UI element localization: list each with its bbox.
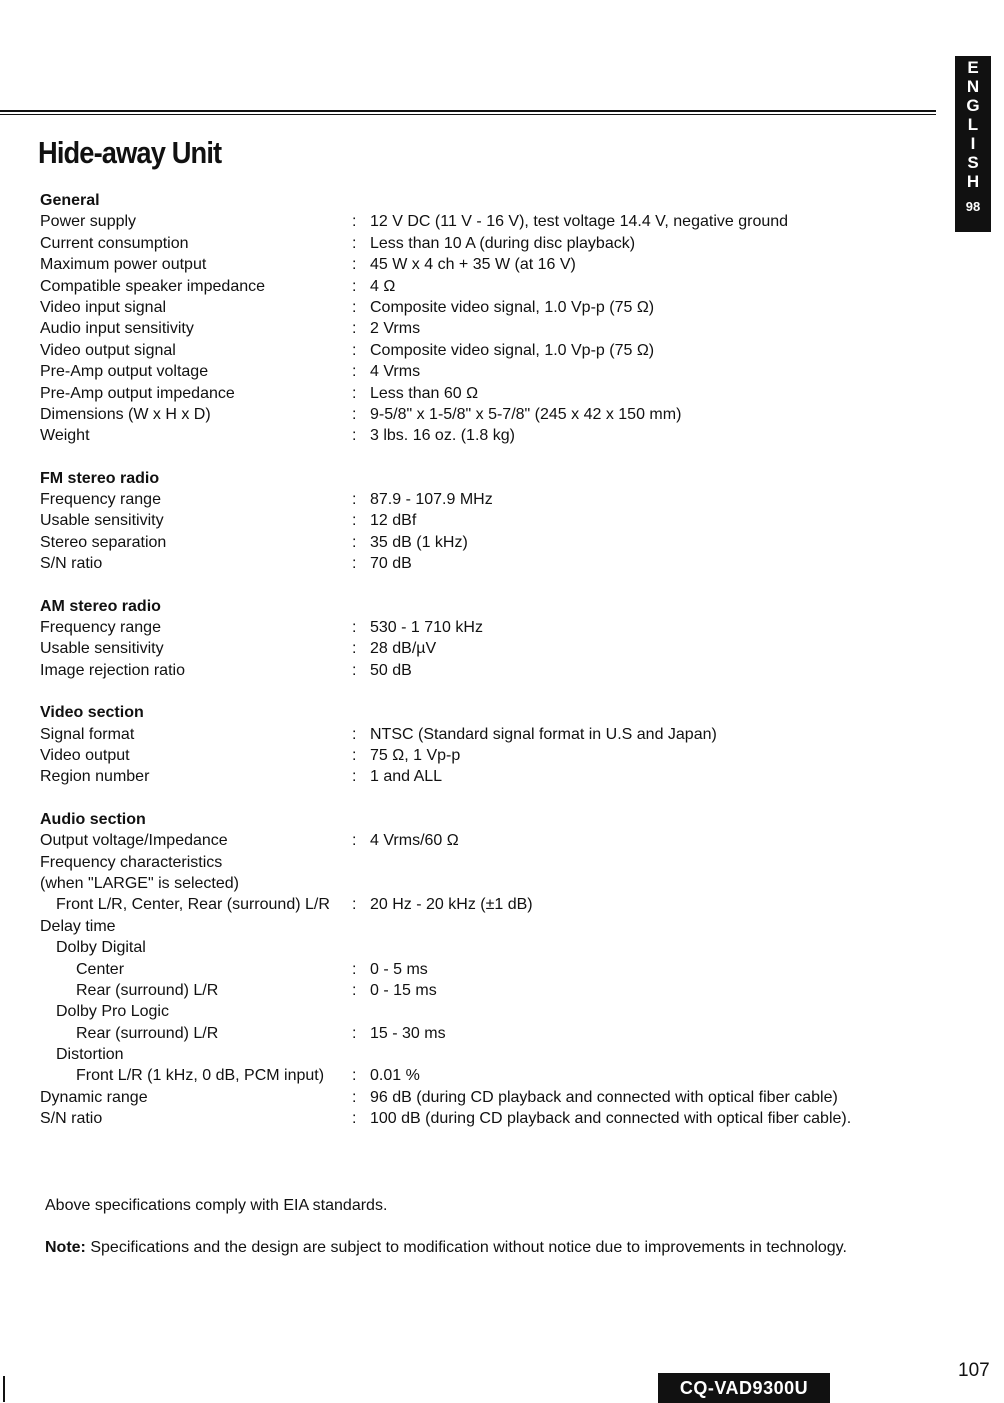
section-title: General [40, 192, 100, 209]
spec-value: 15 - 30 ms [370, 1024, 446, 1042]
spec-value: 530 - 1 710 kHz [370, 619, 483, 637]
language-tab-letter: G [966, 96, 980, 115]
spec-label: Weight [40, 427, 90, 445]
section-title: Video section [40, 704, 144, 722]
spec-row [40, 404, 920, 425]
spec-row [40, 297, 920, 318]
language-tab-letter: N [966, 77, 980, 96]
spec-label: Dynamic range [40, 1088, 148, 1106]
spec-row [40, 340, 920, 361]
spec-separator: : [352, 768, 357, 786]
spec-separator: : [352, 640, 357, 658]
spec-value: 28 dB/µV [370, 640, 437, 658]
spec-row [40, 638, 920, 659]
spec-row [40, 745, 920, 766]
spec-value: 45 W x 4 ch + 35 W (at 16 V) [370, 256, 576, 274]
spec-separator: : [352, 320, 357, 338]
spec-row [40, 894, 920, 915]
spec-label: (when "LARGE" is selected) [40, 874, 239, 892]
spec-value [370, 873, 920, 894]
spec-value [370, 1001, 920, 1022]
note-text: Specifications and the design are subject to modification without notice due to improvements in technology. [90, 1239, 847, 1256]
spec-row [40, 489, 920, 510]
spec-label: Frequency range [40, 619, 161, 637]
spec-row [40, 959, 920, 980]
spec-label: Usable sensitivity [40, 512, 164, 530]
spec-value: 4 Vrms [370, 363, 421, 381]
spec-row [40, 1044, 920, 1065]
spec-row [40, 980, 920, 1001]
specifications-list [40, 190, 920, 1151]
language-tab-letter: I [970, 134, 976, 153]
spec-label: Video output [40, 746, 130, 764]
spec-separator: : [352, 981, 357, 999]
spec-separator: : [352, 384, 357, 402]
spec-value: 20 Hz - 20 kHz (±1 dB) [370, 896, 533, 914]
spec-label: Dimensions (W x H x D) [40, 405, 211, 423]
spec-row [40, 510, 920, 531]
spec-separator: : [352, 746, 357, 764]
edge-mark [3, 1376, 5, 1402]
spec-row [40, 617, 920, 638]
spec-label: Video input signal [40, 298, 167, 316]
spec-value: 100 dB (during CD playback and connected with optical fiber cable). [370, 1110, 852, 1128]
spec-label: Video output signal [40, 341, 176, 359]
spec-row [40, 852, 920, 873]
spec-value: NTSC (Standard signal format in U.S and Japan) [370, 725, 717, 743]
spec-separator: : [352, 1024, 357, 1042]
spec-separator: : [352, 555, 357, 573]
spec-section [40, 809, 920, 1130]
spec-value: Composite video signal, 1.0 Vp-p (75 Ω) [370, 298, 655, 316]
spec-label: Distortion [56, 1046, 124, 1064]
spec-row [40, 318, 920, 339]
spec-value: 87.9 - 107.9 MHz [370, 491, 493, 509]
spec-label: Rear (surround) L/R [76, 981, 219, 999]
spec-row [40, 383, 920, 404]
spec-value: 0 - 15 ms [370, 981, 437, 999]
spec-value: Less than 10 A (during disc playback) [370, 234, 636, 252]
spec-label: Delay time [40, 917, 116, 935]
spec-separator: : [352, 1110, 357, 1128]
spec-label: Output voltage/Impedance [40, 832, 228, 850]
spec-value [370, 852, 920, 873]
spec-separator: : [352, 619, 357, 637]
spec-section [40, 190, 920, 447]
spec-label: Front L/R, Center, Rear (surround) L/R [56, 896, 330, 914]
spec-value: 96 dB (during CD playback and connected with optical fiber cable) [370, 1088, 838, 1106]
spec-label: Image rejection ratio [40, 661, 185, 679]
spec-value: 70 dB [370, 555, 412, 573]
spec-value [370, 1044, 920, 1065]
spec-label: Signal format [40, 725, 135, 743]
spec-separator: : [352, 896, 357, 914]
spec-separator: : [352, 213, 357, 231]
spec-label: Center [76, 960, 125, 978]
spec-label: Frequency range [40, 491, 161, 509]
spec-label: Compatible speaker impedance [40, 277, 266, 295]
spec-row [40, 1108, 920, 1129]
spec-label: Maximum power output [40, 256, 207, 274]
spec-row [40, 532, 920, 553]
spec-value: 1 and ALL [370, 768, 443, 786]
spec-separator: : [352, 832, 357, 850]
model-badge: CQ-VAD9300U [658, 1373, 830, 1403]
spec-separator: : [352, 427, 357, 445]
spec-row [40, 1065, 920, 1086]
spec-value: Less than 60 Ω [370, 384, 479, 402]
spec-separator: : [352, 661, 357, 679]
spec-value: 3 lbs. 16 oz. (1.8 kg) [370, 427, 515, 445]
spec-row [40, 276, 920, 297]
spec-row [40, 873, 920, 894]
spec-separator: : [352, 491, 357, 509]
spec-row [40, 916, 920, 937]
note-label: Note: [45, 1239, 86, 1256]
spec-separator: : [352, 512, 357, 530]
spec-section [40, 702, 920, 788]
spec-label: Current consumption [40, 234, 189, 252]
spec-separator: : [352, 405, 357, 423]
spec-value: 12 dBf [370, 512, 417, 530]
spec-value: 4 Vrms/60 Ω [370, 832, 459, 850]
spec-label: Dolby Digital [56, 939, 146, 957]
spec-value: 75 Ω, 1 Vp-p [370, 746, 461, 764]
spec-row [40, 1023, 920, 1044]
spec-label: Front L/R (1 kHz, 0 dB, PCM input) [76, 1067, 325, 1085]
language-tab-letter: H [966, 172, 980, 191]
spec-row [40, 766, 920, 787]
language-tab-letter: E [967, 58, 979, 77]
spec-separator: : [352, 725, 357, 743]
spec-separator: : [352, 1067, 357, 1085]
spec-label: Dolby Pro Logic [56, 1003, 169, 1021]
spec-value: 9-5/8" x 1-5/8" x 5-7/8" (245 x 42 x 150 mm) [370, 405, 682, 423]
spec-label: Usable sensitivity [40, 640, 164, 658]
spec-label: Rear (surround) L/R [76, 1024, 219, 1042]
spec-separator: : [352, 1088, 357, 1106]
spec-separator: : [352, 256, 357, 274]
spec-row [40, 233, 920, 254]
compliance-statement: Above specifications comply with EIA standards. [45, 1197, 388, 1214]
spec-row [40, 1001, 920, 1022]
spec-label: Region number [40, 768, 150, 786]
spec-section [40, 468, 920, 575]
spec-row [40, 660, 920, 681]
spec-value: 12 V DC (11 V - 16 V), test voltage 14.4 V, negative ground [370, 213, 789, 231]
spec-value: 0 - 5 ms [370, 960, 428, 978]
page-number: 107 [958, 1360, 990, 1381]
spec-row [40, 425, 920, 446]
spec-separator: : [352, 298, 357, 316]
spec-label: Audio input sensitivity [40, 320, 194, 338]
spec-row [40, 254, 920, 275]
spec-separator: : [352, 960, 357, 978]
section-title: Audio section [40, 810, 146, 828]
language-tab-letter: L [967, 115, 979, 134]
header-rule [0, 110, 936, 115]
spec-label: Frequency characteristics [40, 853, 223, 871]
spec-value [370, 916, 920, 937]
language-tab-page-ref: 98 [965, 199, 981, 214]
section-title: AM stereo radio [40, 597, 161, 615]
note [45, 1239, 847, 1257]
spec-value: 50 dB [370, 661, 412, 679]
spec-label: Stereo separation [40, 533, 167, 551]
spec-row [40, 361, 920, 382]
spec-value: 0.01 % [370, 1067, 420, 1085]
spec-separator: : [352, 234, 357, 252]
spec-value [370, 937, 920, 958]
spec-row [40, 553, 920, 574]
spec-row [40, 937, 920, 958]
spec-label: S/N ratio [40, 555, 103, 573]
section-title: FM stereo radio [40, 469, 160, 487]
spec-value: Composite video signal, 1.0 Vp-p (75 Ω) [370, 341, 655, 359]
spec-value: 2 Vrms [370, 320, 421, 338]
spec-label: S/N ratio [40, 1110, 103, 1128]
spec-separator: : [352, 533, 357, 551]
spec-row [40, 724, 920, 745]
spec-separator: : [352, 341, 357, 359]
language-tab-letter: S [967, 153, 979, 172]
spec-value: 35 dB (1 kHz) [370, 533, 468, 551]
page-title: Hide-away Unit [38, 135, 222, 170]
spec-row [40, 1087, 920, 1108]
spec-separator: : [352, 277, 357, 295]
language-tab [955, 56, 991, 232]
spec-value: 4 Ω [370, 277, 396, 295]
spec-label: Pre-Amp output impedance [40, 384, 235, 402]
spec-separator: : [352, 363, 357, 381]
spec-row [40, 211, 920, 232]
spec-label: Power supply [40, 213, 137, 231]
spec-label: Pre-Amp output voltage [40, 363, 209, 381]
spec-row [40, 830, 920, 851]
spec-section [40, 596, 920, 682]
